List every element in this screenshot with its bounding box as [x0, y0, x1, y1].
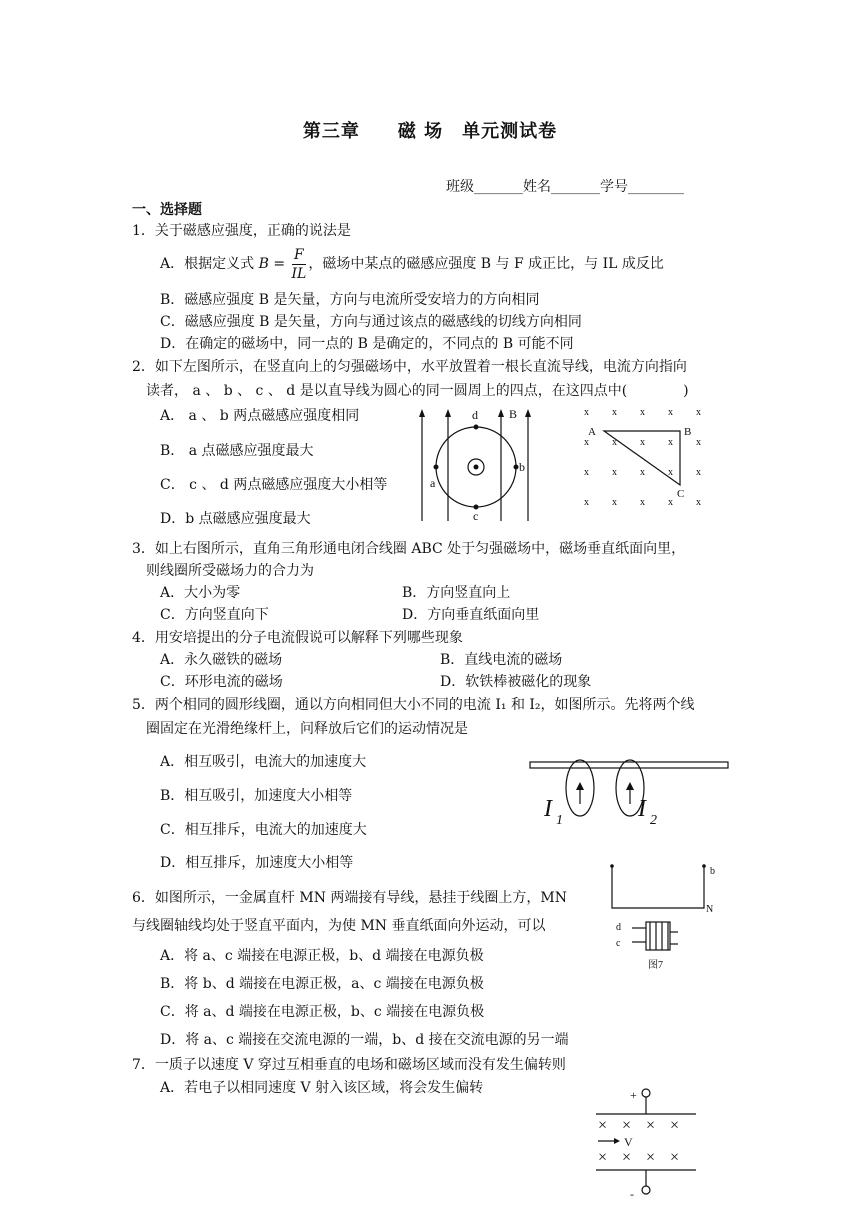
- student-info-fields: 班级_______姓名_______学号________: [446, 179, 684, 195]
- q5-label-i2: I: [638, 796, 646, 822]
- section-heading: 一、选择题: [132, 202, 202, 218]
- q1-option-b: B．磁感应强度 B 是矢量，方向与电流所受安培力的方向相同: [160, 292, 540, 308]
- q4-option-c: C．环形电流的磁场: [160, 674, 283, 690]
- q4-stem: 4．用安培提出的分子电流假说可以解释下列哪些现象: [132, 630, 463, 646]
- field-x-mark: x: [668, 407, 673, 418]
- q2-option-b: B． a 点磁感应强度最大: [160, 443, 314, 459]
- field-x-mark: x: [640, 497, 645, 508]
- field-x-mark: x: [584, 437, 589, 448]
- field-x-mark: x: [612, 407, 617, 418]
- q2-option-d: D．b 点磁感应强度最大: [160, 511, 311, 527]
- field-x-mark: x: [696, 497, 701, 508]
- q3-stem-line1: 3．如上右图所示，直角三角形通电闭合线圈 ABC 处于匀强磁场中，磁场垂直纸面向里，: [132, 541, 686, 557]
- field-x-mark: x: [668, 437, 673, 448]
- q2-label-field-B: B: [509, 407, 518, 421]
- field-x-mark: ×: [598, 1149, 608, 1166]
- field-x-mark: x: [584, 467, 589, 478]
- q1-option-c: C．磁感应强度 B 是矢量，方向与通过该点的磁感线的切线方向相同: [160, 314, 582, 330]
- field-x-mark: x: [612, 497, 617, 508]
- q1-option-a-pre: A．根据定义式: [160, 256, 255, 272]
- q2-label-a: a: [430, 476, 436, 490]
- q3-label-C: C: [677, 488, 685, 500]
- field-x-mark: x: [696, 437, 701, 448]
- q5-label-i2-sub: 2: [650, 813, 657, 828]
- q1-option-a-post: ，磁场中某点的磁感应强度 B 与 F 成正比，与 IL 成反比: [308, 256, 664, 272]
- q5-option-c: C．相互排斥，电流大的加速度大: [160, 822, 367, 838]
- q1-option-a: [160, 244, 664, 284]
- field-x-mark: x: [668, 497, 673, 508]
- q5-label-i1-sub: 1: [556, 813, 563, 828]
- q7-label-plus: +: [630, 1088, 637, 1102]
- field-x-mark: ×: [646, 1149, 656, 1166]
- q1-option-d: D．在确定的磁场中，同一点的 B 是确定的，不同点的 B 可能不同: [160, 336, 574, 352]
- q5-label-i1: I: [544, 796, 552, 822]
- q3-option-d: D．方向垂直纸面向里: [402, 607, 540, 623]
- q1-formula-numerator: F: [292, 246, 307, 265]
- field-x-mark: ×: [598, 1117, 608, 1134]
- page-title: 第三章 磁 场 单元测试卷: [302, 121, 558, 142]
- q5-option-b: B．相互吸引，加速度大小相等: [160, 788, 353, 804]
- q3-label-B: B: [684, 426, 692, 438]
- q7-stem: 7．一质子以速度 V 穿过互相垂直的电场和磁场区域而没有发生偏转则: [132, 1057, 566, 1073]
- q3-triangle-diagram: [582, 405, 718, 515]
- q6-label-c: c: [616, 938, 621, 949]
- field-x-mark: ×: [670, 1117, 680, 1134]
- q2-label-b: b: [519, 460, 525, 474]
- q5-option-d: D．相互排斥，加速度大小相等: [160, 855, 354, 871]
- field-x-mark: x: [612, 437, 617, 448]
- q3-stem-line2: 则线圈所受磁场力的合力为: [146, 563, 314, 579]
- q6-rod-coil-diagram: [606, 858, 724, 976]
- q1-formula-lhs: B =: [258, 256, 286, 272]
- field-x-mark: x: [584, 407, 589, 418]
- q1-formula-denominator: IL: [291, 265, 307, 282]
- field-x-mark: x: [584, 497, 589, 508]
- q3-label-A: A: [588, 426, 596, 438]
- field-x-mark: ×: [622, 1149, 632, 1166]
- q6-option-c: C．将 a、d 端接在电源正极，b、c 端接在电源负极: [160, 1004, 485, 1020]
- q2-option-c: C． c 、 d 两点磁感应强度大小相等: [160, 477, 388, 493]
- q6-label-b: b: [710, 866, 715, 877]
- q6-label-N: N: [706, 904, 714, 915]
- q2-stem-line1: 2．如下左图所示，在竖直向上的匀强磁场中，水平放置着一根长直流导线，电流方向指向: [132, 359, 687, 375]
- q2-option-a: A． a 、 b 两点磁感应强度相同: [160, 408, 360, 424]
- field-x-mark: x: [640, 407, 645, 418]
- q7-field-region-diagram: [592, 1086, 704, 1202]
- q2-stem-line2: 读者， a 、 b 、 c 、 d 是以直导线为圆心的同一圆周上的四点，在这四点中( ): [146, 383, 689, 399]
- q4-option-a: A．永久磁铁的磁场: [160, 652, 283, 668]
- field-x-mark: x: [696, 467, 701, 478]
- q5-stem-line2: 圈固定在光滑绝缘杆上，问释放后它们的运动情况是: [146, 721, 468, 737]
- q6-stem-line1: 6．如图所示，一金属直杆 MN 两端接有导线，悬挂于线圈上方，MN: [132, 890, 567, 906]
- q5-stem-line1: 5．两个相同的圆形线圈，通以方向相同但大小不同的电流 I₁ 和 I₂，如图所示。先将两个线: [132, 697, 695, 713]
- q6-option-d: D．将 a、c 端接在交流电源的一端，b、d 接在交流电源的另一端: [160, 1032, 569, 1048]
- q4-option-d: D．软铁棒被磁化的现象: [440, 674, 592, 690]
- field-x-mark: ×: [622, 1117, 632, 1134]
- q2-label-d: d: [472, 408, 478, 422]
- q5-option-a: A．相互吸引，电流大的加速度大: [160, 754, 367, 770]
- q2-field-diagram: [418, 403, 538, 523]
- field-x-mark: x: [640, 467, 645, 478]
- field-x-mark: x: [696, 407, 701, 418]
- q6-label-d: d: [616, 922, 621, 933]
- q7-option-a: A．若电子以相同速度 V 射入该区域，将会发生偏转: [160, 1080, 484, 1096]
- q3-option-b: B．方向竖直向上: [402, 585, 511, 601]
- q6-option-a: A．将 a、c 端接在电源正极，b、d 端接在电源负极: [160, 948, 484, 964]
- q7-label-v: V: [624, 1135, 633, 1149]
- field-x-mark: x: [640, 437, 645, 448]
- q3-option-c: C．方向竖直向下: [160, 607, 269, 623]
- q6-stem-line2: 与线圈轴线均处于竖直平面内，为使 MN 垂直纸面向外运动，可以: [132, 918, 546, 934]
- field-x-mark: x: [612, 467, 617, 478]
- q3-option-a: A．大小为零: [160, 585, 241, 601]
- q7-label-minus: -: [630, 1187, 634, 1201]
- field-x-mark: ×: [670, 1149, 680, 1166]
- field-x-mark: x: [668, 467, 673, 478]
- q1-stem: 1．关于磁感应强度，正确的说法是: [132, 223, 351, 239]
- q1-formula-fraction: [292, 246, 307, 283]
- field-x-mark: ×: [646, 1117, 656, 1134]
- q6-option-b: B．将 b、d 端接在电源正极，a、c 端接在电源负极: [160, 976, 484, 992]
- q4-option-b: B．直线电流的磁场: [440, 652, 563, 668]
- q2-label-c: c: [473, 509, 479, 523]
- q5-coils-diagram: [528, 752, 732, 828]
- q6-figure-caption: 图7: [648, 960, 663, 971]
